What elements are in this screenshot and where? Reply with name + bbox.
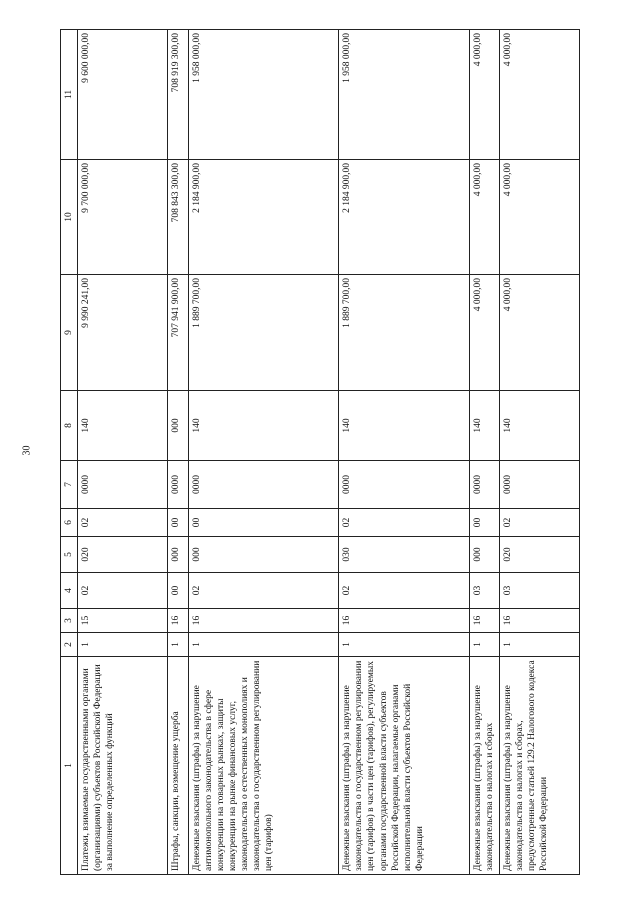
cell-c8: 140 (469, 391, 499, 461)
column-header-11: 11 (61, 30, 78, 160)
cell-c8: 000 (168, 391, 188, 461)
row-label: Штрафы, санкции, возмещение ущерба (168, 657, 188, 875)
column-header-4: 4 (61, 573, 78, 609)
cell-c9: 4 000,00 (499, 275, 579, 391)
cell-c9: 4 000,00 (469, 275, 499, 391)
cell-c10: 9 700 000,00 (78, 160, 168, 275)
cell-c10: 2 184 900,00 (188, 160, 339, 275)
cell-c7: 0000 (499, 461, 579, 509)
cell-c9: 1 889 700,00 (339, 275, 469, 391)
table-row (168, 30, 188, 875)
cell-c3: 16 (339, 609, 469, 633)
cell-c11: 4 000,00 (469, 30, 499, 160)
table-row (188, 30, 339, 875)
cell-c5: 000 (188, 537, 339, 573)
cell-c4: 00 (168, 573, 188, 609)
table-body (78, 30, 580, 875)
table-row (339, 30, 469, 875)
cell-c6: 00 (188, 509, 339, 537)
cell-c7: 0000 (78, 461, 168, 509)
cell-c4: 03 (469, 573, 499, 609)
cell-c2: 1 (168, 633, 188, 657)
cell-c5: 020 (499, 537, 579, 573)
cell-c4: 02 (78, 573, 168, 609)
table-row (499, 30, 579, 875)
cell-c4: 02 (339, 573, 469, 609)
column-header-8: 8 (61, 391, 78, 461)
column-header-1: 1 (61, 657, 78, 875)
cell-c6: 00 (168, 509, 188, 537)
cell-c9: 1 889 700,00 (188, 275, 339, 391)
column-header-3: 3 (61, 609, 78, 633)
cell-c10: 708 843 300,00 (168, 160, 188, 275)
table-row (469, 30, 499, 875)
budget-table (60, 29, 580, 875)
cell-c3: 16 (499, 609, 579, 633)
cell-c10: 4 000,00 (469, 160, 499, 275)
cell-c4: 02 (188, 573, 339, 609)
cell-c8: 140 (499, 391, 579, 461)
cell-c6: 02 (78, 509, 168, 537)
cell-c2: 1 (188, 633, 339, 657)
cell-c5: 000 (168, 537, 188, 573)
cell-c5: 000 (469, 537, 499, 573)
row-label: Платежи, взимаемые государственными органами (организациями) субъектов Российской Федерации за выполнение определенных функций (78, 657, 168, 875)
cell-c3: 16 (469, 609, 499, 633)
row-label: Денежные взыскания (штрафы) за нарушение законодательства о государственном регулировании цен (тарифов) в части цен (тарифов), регулируемых органами государственной власти субъектов Российской Федерации, налагаемые органами исполнительной власти субъектов Российской Федерации (339, 657, 469, 875)
cell-c11: 1 958 000,00 (188, 30, 339, 160)
cell-c7: 0000 (168, 461, 188, 509)
cell-c10: 2 184 900,00 (339, 160, 469, 275)
cell-c2: 1 (78, 633, 168, 657)
cell-c7: 0000 (469, 461, 499, 509)
cell-c9: 9 990 241,00 (78, 275, 168, 391)
cell-c5: 030 (339, 537, 469, 573)
cell-c6: 00 (469, 509, 499, 537)
row-label: Денежные взыскания (штрафы) за нарушение антимонопольного законодательства в сфере конкуренции на товарных рынках, защиты конкуренции на рынке финансовых услуг, законодательства о естественных монополиях и законодательства о государственном регулировании цен (тарифов) (188, 657, 339, 875)
page-number: 30 (21, 445, 33, 456)
column-header-5: 5 (61, 537, 78, 573)
cell-c4: 03 (499, 573, 579, 609)
cell-c9: 707 941 900,00 (168, 275, 188, 391)
row-label: Денежные взыскания (штрафы) за нарушение законодательства о налогах и сборах (469, 657, 499, 875)
row-label: Денежные взыскания (штрафы) за нарушение законодательства о налогах и сборах, предусмотренные статьей 129.2 Налогового кодекса Российской Федерации (499, 657, 579, 875)
table-row (78, 30, 168, 875)
cell-c7: 0000 (339, 461, 469, 509)
cell-c11: 1 958 000,00 (339, 30, 469, 160)
column-header-7: 7 (61, 461, 78, 509)
cell-c11: 4 000,00 (499, 30, 579, 160)
cell-c3: 16 (168, 609, 188, 633)
cell-c8: 140 (339, 391, 469, 461)
cell-c7: 0000 (188, 461, 339, 509)
column-header-6: 6 (61, 509, 78, 537)
cell-c8: 140 (188, 391, 339, 461)
cell-c2: 1 (469, 633, 499, 657)
column-number-row (61, 30, 78, 875)
cell-c6: 02 (499, 509, 579, 537)
column-header-10: 10 (61, 160, 78, 275)
cell-c2: 1 (499, 633, 579, 657)
cell-c5: 020 (78, 537, 168, 573)
cell-c10: 4 000,00 (499, 160, 579, 275)
cell-c2: 1 (339, 633, 469, 657)
column-header-9: 9 (61, 275, 78, 391)
cell-c11: 9 600 000,00 (78, 30, 168, 160)
cell-c6: 02 (339, 509, 469, 537)
cell-c11: 708 919 300,00 (168, 30, 188, 160)
cell-c3: 16 (188, 609, 339, 633)
cell-c8: 140 (78, 391, 168, 461)
cell-c3: 15 (78, 609, 168, 633)
rotated-page (60, 30, 580, 875)
column-header-2: 2 (61, 633, 78, 657)
